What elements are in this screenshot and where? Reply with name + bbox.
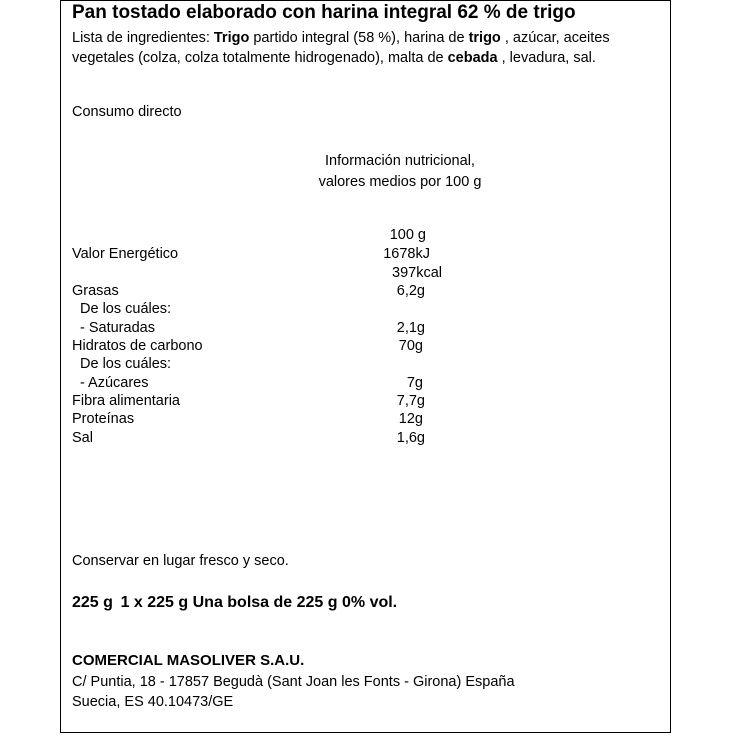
nutrition-row-label: Fibra alimentaria xyxy=(72,393,180,409)
nutrition-row-label: De los cuáles: xyxy=(80,356,172,372)
storage-text: Conservar en lugar fresco y seco. xyxy=(72,553,289,569)
nutrition-row-value: 7,7g xyxy=(396,393,425,409)
nutrition-row-value: 7g xyxy=(406,375,423,391)
nutrition-row-value: 6,2g xyxy=(396,283,425,299)
product-title: Pan tostado elaborado con harina integral 62 % de trigo xyxy=(72,2,576,23)
nutrition-row-label: Proteínas xyxy=(72,411,135,427)
company-name: COMERCIAL MASOLIVER S.A.U. xyxy=(72,652,305,669)
nutrition-column-header: 100 g xyxy=(389,227,426,243)
nutrition-header-line1: Información nutricional, xyxy=(325,153,475,169)
allergen-wheat-2: trigo xyxy=(468,30,501,46)
nutrition-row-label: Hidratos de carbono xyxy=(72,338,203,354)
ingredients-list xyxy=(72,29,632,68)
allergen-wheat: Trigo xyxy=(213,30,250,46)
allergen-barley: cebada xyxy=(447,49,498,66)
nutrition-header-line2: valores medios por 100 g xyxy=(318,174,482,190)
ingredients-text: , levadura, sal. xyxy=(497,49,596,66)
nutrition-row-value: 397kcal xyxy=(392,265,442,281)
nutrition-row-label: - Azúcares xyxy=(80,375,149,391)
ingredients-label: Lista de ingredientes: xyxy=(72,30,210,46)
ingredients-text: , azúcar, aceites vegetales (colza, colza totalmente hidrogenado), malta de xyxy=(72,30,610,66)
nutrition-row-value: 12g xyxy=(398,411,423,427)
nutrition-row-value: 70g xyxy=(398,338,423,354)
nutrition-row-label: - Saturadas xyxy=(80,320,155,336)
nutrition-row-label: Grasas xyxy=(72,283,119,299)
ingredients-text: partido integral (58 %), harina de xyxy=(249,30,469,46)
net-quantity: 225 g 1 x 225 g Una bolsa de 225 g 0% vol. xyxy=(72,594,398,611)
company-address: C/ Puntia, 18 - 17857 Begudà (Sant Joan les Fonts - Girona) España xyxy=(72,674,515,690)
nutrition-row-value: 1678kJ xyxy=(383,246,430,262)
nutrition-row-label: Valor Energético xyxy=(72,246,179,262)
nutrition-row-label: Sal xyxy=(72,430,93,446)
nutrition-row-value: 2,1g xyxy=(396,320,425,336)
nutrition-row-label: De los cuáles: xyxy=(80,301,172,317)
company-registry: Suecia, ES 40.10473/GE xyxy=(72,694,234,710)
nutrition-row-value: 1,6g xyxy=(396,430,425,446)
usage-text: Consumo directo xyxy=(72,104,182,120)
